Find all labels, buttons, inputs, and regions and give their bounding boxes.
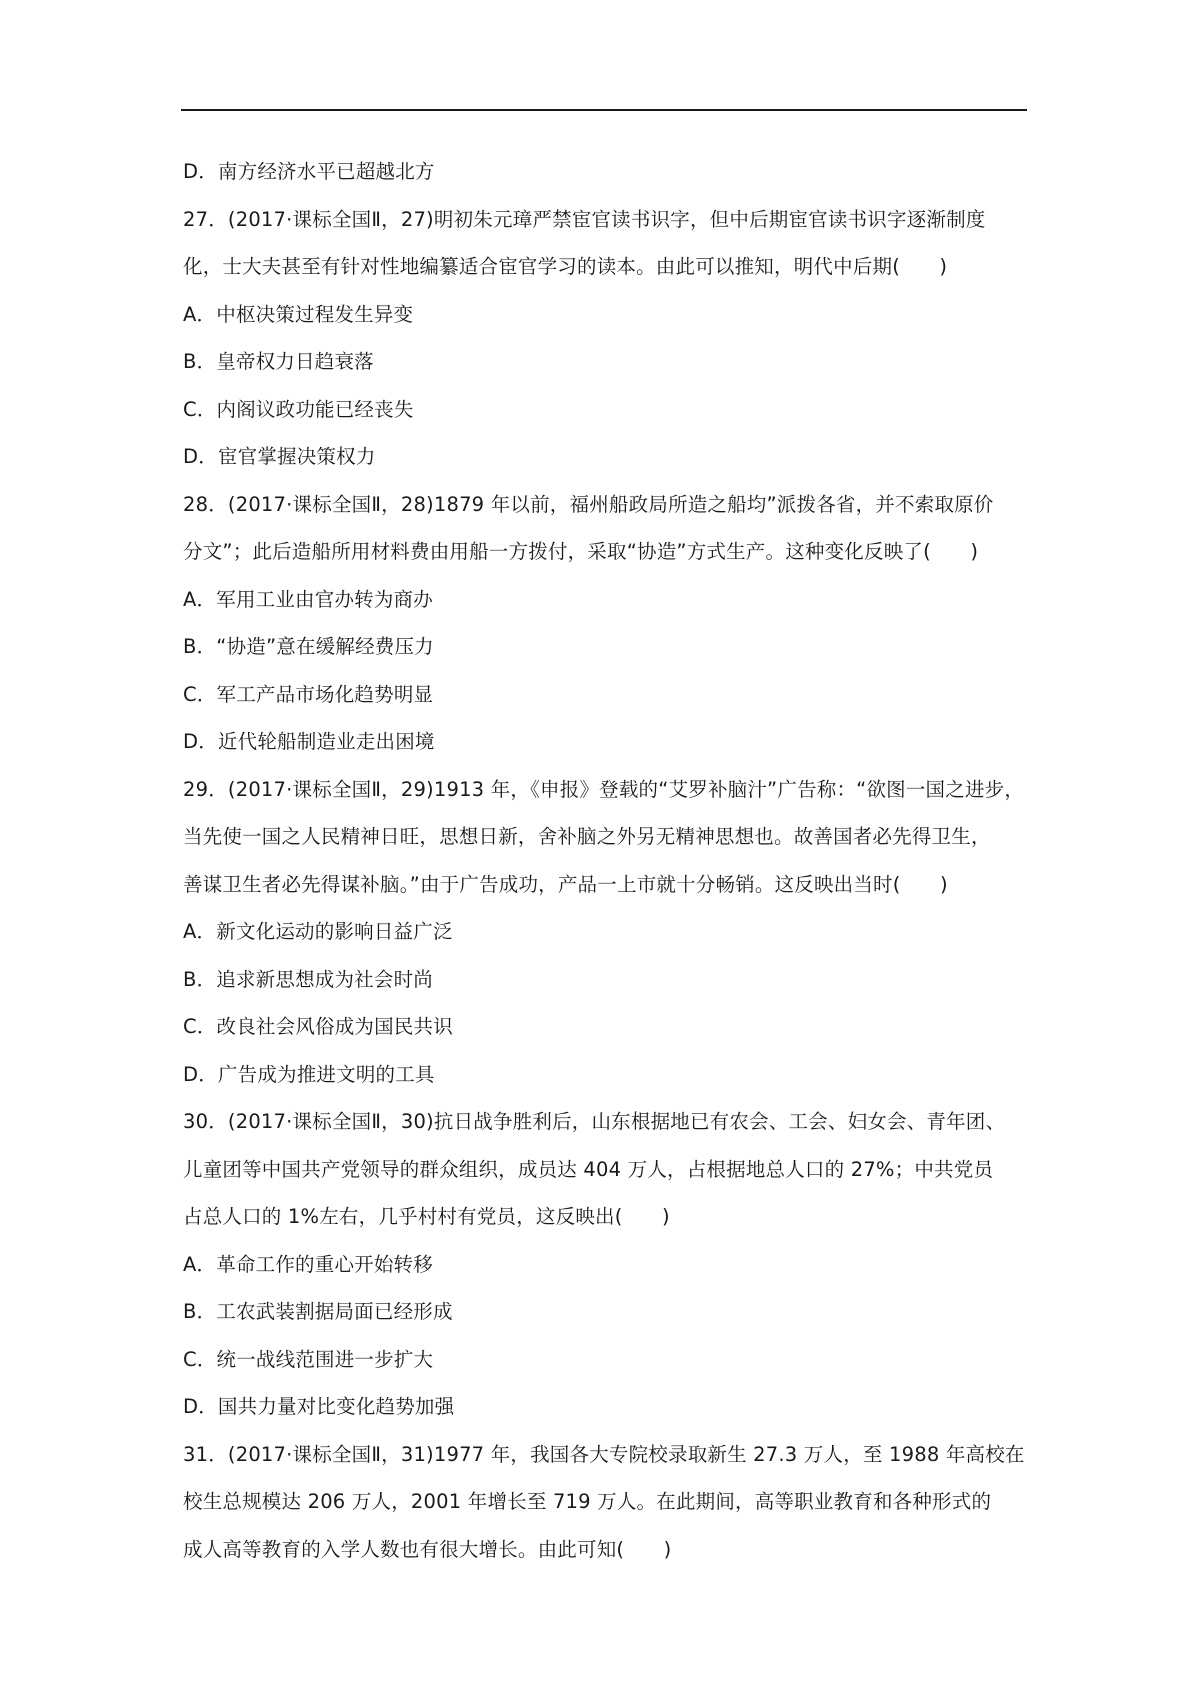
option-28-c: C．军工产品市场化趋势明显 xyxy=(183,682,434,706)
option-30-a: A．革命工作的重心开始转移 xyxy=(183,1252,433,1276)
option-30-b: B．工农武装割据局面已经形成 xyxy=(183,1300,453,1323)
option-26-d: D．南方经济水平已超越北方 xyxy=(183,160,435,183)
option-29-a: A．新文化运动的影响日益广泛 xyxy=(183,920,453,943)
option-27-c: C．内阁议政功能已经丧失 xyxy=(183,397,414,421)
question-27-stem-line-1: 27．(2017·课标全国Ⅱ，27)明初朱元璋严禁宦官读书识字，但中后期宦官读书识字逐渐制度 xyxy=(183,207,986,231)
header-rule xyxy=(181,109,1027,111)
question-body xyxy=(183,148,1025,1573)
question-27-stem-line-2: 化，士大夫甚至有针对性地编纂适合宦官学习的读本。由此可以推知，明代中后期( ) xyxy=(183,255,948,278)
question-31-stem-line-2: 校生总规模达 206 万人，2001 年增长至 719 万人。在此期间，高等职业教育和各种形式的 xyxy=(183,1490,992,1513)
question-28-stem-line-2: 分文”；此后造船所用材料费由用船一方拨付，采取“协造”方式生产。这种变化反映了( ) xyxy=(183,540,979,563)
option-28-d: D．近代轮船制造业走出困境 xyxy=(183,730,435,753)
option-28-a: A．军用工业由官办转为商办 xyxy=(183,587,433,611)
question-31-stem-line-1: 31．(2017·课标全国Ⅱ，31)1977 年，我国各大专院校录取新生 27.3 万人，至 1988 年高校在 xyxy=(183,1442,1025,1466)
option-30-d: D．国共力量对比变化趋势加强 xyxy=(183,1395,455,1418)
option-27-d: D．宦官掌握决策权力 xyxy=(183,445,376,468)
question-30-stem-line-2: 儿童团等中国共产党领导的群众组织，成员达 404 万人，占根据地总人口的 27%；中共党员 xyxy=(183,1157,994,1181)
question-31-stem-line-3: 成人高等教育的入学人数也有很大增长。由此可知( ) xyxy=(183,1537,672,1561)
question-30-stem-line-1: 30．(2017·课标全国Ⅱ，30)抗日战争胜利后，山东根据地已有农会、工会、妇女会、青年团、 xyxy=(183,1110,1006,1133)
question-29-stem-line-1: 29．(2017·课标全国Ⅱ，29)1913 年，《申报》登载的“艾罗补脑汁”广告称：“欲图一国之进步， xyxy=(183,777,1025,801)
question-29-stem-line-2: 当先使一国之人民精神日旺，思想日新，舍补脑之外另无精神思想也。故善国者必先得卫生， xyxy=(183,825,991,848)
question-30-stem-line-3: 占总人口的 1%左右，几乎村村有党员，这反映出( ) xyxy=(183,1205,670,1228)
option-29-b: B．追求新思想成为社会时尚 xyxy=(183,967,433,991)
option-29-d: D．广告成为推进文明的工具 xyxy=(183,1062,435,1086)
option-30-c: C．统一战线范围进一步扩大 xyxy=(183,1347,434,1371)
option-27-b: B．皇帝权力日趋衰落 xyxy=(183,350,374,373)
question-29-stem-line-3: 善谋卫生者必先得谋补脑。”由于广告成功，产品一上市就十分畅销。这反映出当时( ) xyxy=(183,872,948,896)
option-28-b: B．“协造”意在缓解经费压力 xyxy=(183,635,434,658)
option-27-a: A．中枢决策过程发生异变 xyxy=(183,302,414,326)
option-29-c: C．改良社会风俗成为国民共识 xyxy=(183,1015,453,1038)
question-28-stem-line-1: 28．(2017·课标全国Ⅱ，28)1879 年以前，福州船政局所造之船均”派拨各省，并不索取原价 xyxy=(183,492,994,516)
